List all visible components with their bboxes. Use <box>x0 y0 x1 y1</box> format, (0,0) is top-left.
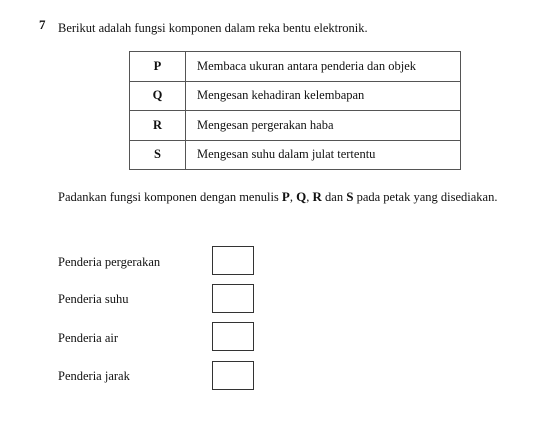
instruction-separator: , <box>289 190 297 204</box>
code-r: R <box>312 189 322 204</box>
instruction-separator: , <box>306 190 313 204</box>
component-code: R <box>130 111 186 141</box>
code-q: Q <box>296 189 307 204</box>
item-label-penderia-pergerakan: Penderia pergerakan <box>58 255 161 269</box>
component-code: P <box>130 52 186 82</box>
table-row <box>130 111 461 141</box>
instruction-part: Padankan fungsi komponen dengan menulis <box>58 190 282 204</box>
question-intro: Berikut adalah fungsi komponen dalam reka bentu elektronik. <box>58 21 368 35</box>
component-function: Membaca ukuran antara penderia dan objek <box>186 52 461 82</box>
item-label-penderia-air: Penderia air <box>58 331 119 345</box>
answer-box-penderia-jarak[interactable] <box>212 361 254 390</box>
component-function: Mengesan suhu dalam julat tertentu <box>186 140 461 170</box>
item-label-penderia-jarak: Penderia jarak <box>58 369 130 383</box>
code-p: P <box>281 189 290 204</box>
answer-box-penderia-suhu[interactable] <box>212 284 254 313</box>
item-label-penderia-suhu: Penderia suhu <box>58 292 129 306</box>
table-row <box>130 140 461 170</box>
table-row <box>130 52 461 82</box>
component-code: Q <box>130 81 186 111</box>
component-function: Mengesan pergerakan haba <box>186 111 461 141</box>
table-row <box>130 81 461 111</box>
instruction-separator: dan <box>321 190 347 204</box>
instruction-part: pada petak yang disediakan. <box>353 190 498 204</box>
code-s: S <box>346 189 354 204</box>
question-number: 7 <box>39 17 46 32</box>
answer-box-penderia-air[interactable] <box>212 322 254 351</box>
instruction-text <box>58 186 533 208</box>
answer-box-penderia-pergerakan[interactable] <box>212 246 254 275</box>
component-code: S <box>130 140 186 170</box>
component-function: Mengesan kehadiran kelembapan <box>186 81 461 111</box>
function-table <box>129 51 461 170</box>
